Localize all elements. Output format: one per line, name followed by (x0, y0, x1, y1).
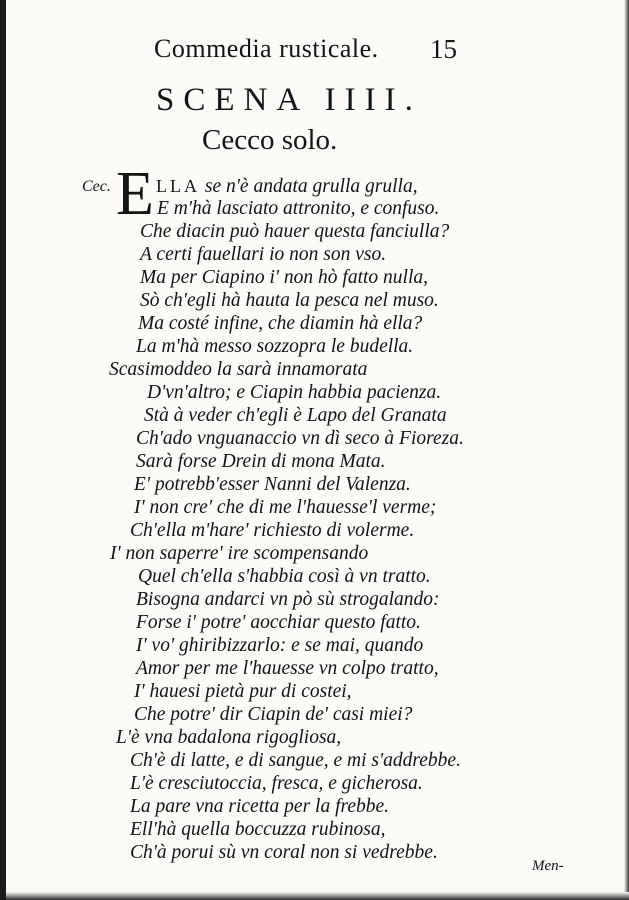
verse-line: E m'hà lasciato attronito, e confuso. (157, 198, 440, 219)
speaker-label: Cec. (82, 178, 111, 195)
verse-line-first (156, 174, 418, 199)
verse-line: Ma costé infine, che diamin hà ella? (138, 313, 423, 334)
page-edge-right (624, 0, 629, 900)
verse-line: E' potrebb'esser Nanni del Valenza. (134, 474, 411, 495)
verse-line: Ch'è di latte, e di sangue, e mi s'addrebbe. (130, 750, 461, 771)
page-number: 15 (430, 34, 457, 64)
verse-line: Sò ch'egli hà hauta la pesca nel muso. (140, 290, 439, 311)
verse-line: Ma per Ciapino i' non hò fatto nulla, (140, 267, 429, 288)
verse-line: L'è vna badalona rigogliosa, (116, 727, 342, 748)
verse-line: La pare vna ricetta per la frebbe. (130, 796, 390, 817)
verse-line: Ch'ado vnguanaccio vn dì seco à Fioreza. (136, 428, 464, 449)
verse-first-caps: LLA (156, 176, 200, 196)
verse-line: La m'hà messo sozzopra le budella. (136, 336, 414, 357)
verse-line: Quel ch'ella s'habbia così à vn tratto. (138, 566, 431, 587)
verse-line: Forse i' potre' aocchiar questo fatto. (136, 612, 421, 633)
verse-line: L'è cresciutoccia, fresca, e gicherosa. (130, 773, 423, 794)
drop-cap: E (116, 160, 154, 228)
verse-first-rest: se n'è andata grulla grulla, (200, 176, 418, 197)
catchword: Men- (532, 858, 564, 874)
scene-subtitle: Cecco solo. (202, 124, 338, 156)
verse-line: I' vo' ghiribizzarlo: e se mai, quando (136, 635, 424, 656)
verse-line: Amor per me l'hauesse vn colpo tratto, (136, 658, 439, 679)
scene-title: SCENA IIII. (156, 82, 422, 118)
verse-line: I' hauesi pietà pur di costei, (134, 681, 352, 702)
verse-line: Stà à veder ch'egli è Lapo del Granata (144, 405, 447, 426)
running-head: Commedia rusticale. (154, 34, 379, 63)
verse-line: Bisogna andarci vn pò sù strogalando: (136, 589, 440, 610)
verse-line: A certi fauellari io non son vso. (140, 244, 387, 265)
verse-line: Ch'ella m'hare' richiesto di volerme. (130, 520, 415, 541)
verse-line: I' non cre' che di me l'hauesse'l verme; (134, 497, 437, 518)
verse-line: Che diacin può hauer questa fanciulla? (140, 221, 450, 242)
verse-line: Scasimoddeo la sarà innamorata (109, 359, 368, 380)
verse-line: Ell'hà quella boccuzza rubinosa, (130, 819, 386, 840)
verse-line: I' non saperre' ire scompensando (110, 543, 369, 564)
verse-line: Che potre' dir Ciapin de' casi miei? (134, 704, 413, 725)
page-edge-bottom (6, 892, 629, 900)
verse-line: D'vn'altro; e Ciapin habbia pacienza. (147, 382, 442, 403)
verse-line: Ch'à porui sù vn coral non si vedrebbe. (130, 842, 438, 863)
verse-line: Sarà forse Drein di mona Mata. (136, 451, 386, 472)
